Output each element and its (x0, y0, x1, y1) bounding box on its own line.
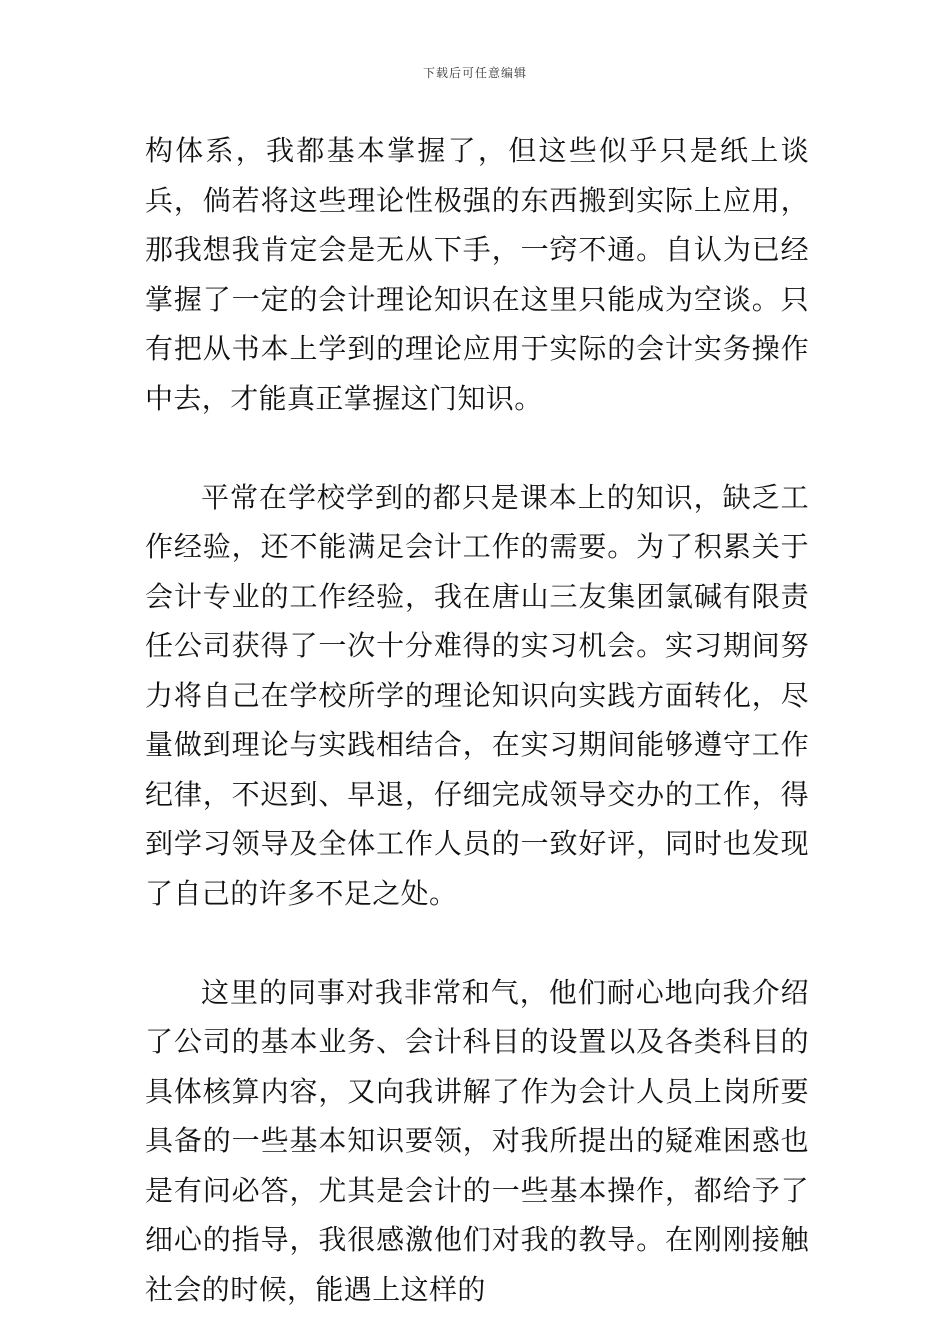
paragraph-internship: 平常在学校学到的都只是课本上的知识，缺乏工作经验，还不能满足会计工作的需要。为了积累关于会计专业的工作经验，我在唐山三友集团氯碱有限责任公司获得了一次十分难得的实习机会。实习期间努力将自己在学校所学的理论知识向实践方面转化，尽量做到理论与实践相结合，在实习期间能够遵守工作纪律，不迟到、早退，仔细完成领导交办的工作，得到学习领导及全体工作人员的一致好评，同时也发现了自己的许多不足之处。 (145, 480, 809, 910)
document-body (145, 126, 809, 1314)
paragraph-continued: 构体系，我都基本掌握了，但这些似乎只是纸上谈兵，倘若将这些理论性极强的东西搬到实际上应用，那我想我肯定会是无从下手，一窍不通。自认为已经掌握了一定的会计理论知识在这里只能成为空谈。只有把从书本上学到的理论应用于实际的会计实务操作中去，才能真正掌握这门知识。 (145, 134, 809, 415)
page-header-note: 下载后可任意编辑 (422, 66, 527, 80)
paragraph-colleagues: 这里的同事对我非常和气，他们耐心地向我介绍了公司的基本业务、会计科目的设置以及各类科目的具体核算内容，又向我讲解了作为会计人员上岗所要具备的一些基本知识要领，对我所提出的疑难困惑也是有问必答，尤其是会计的一些基本操作，都给予了细心的指导，我很感激他们对我的教导。在刚刚接触社会的时候，能遇上这样的 (145, 975, 809, 1306)
